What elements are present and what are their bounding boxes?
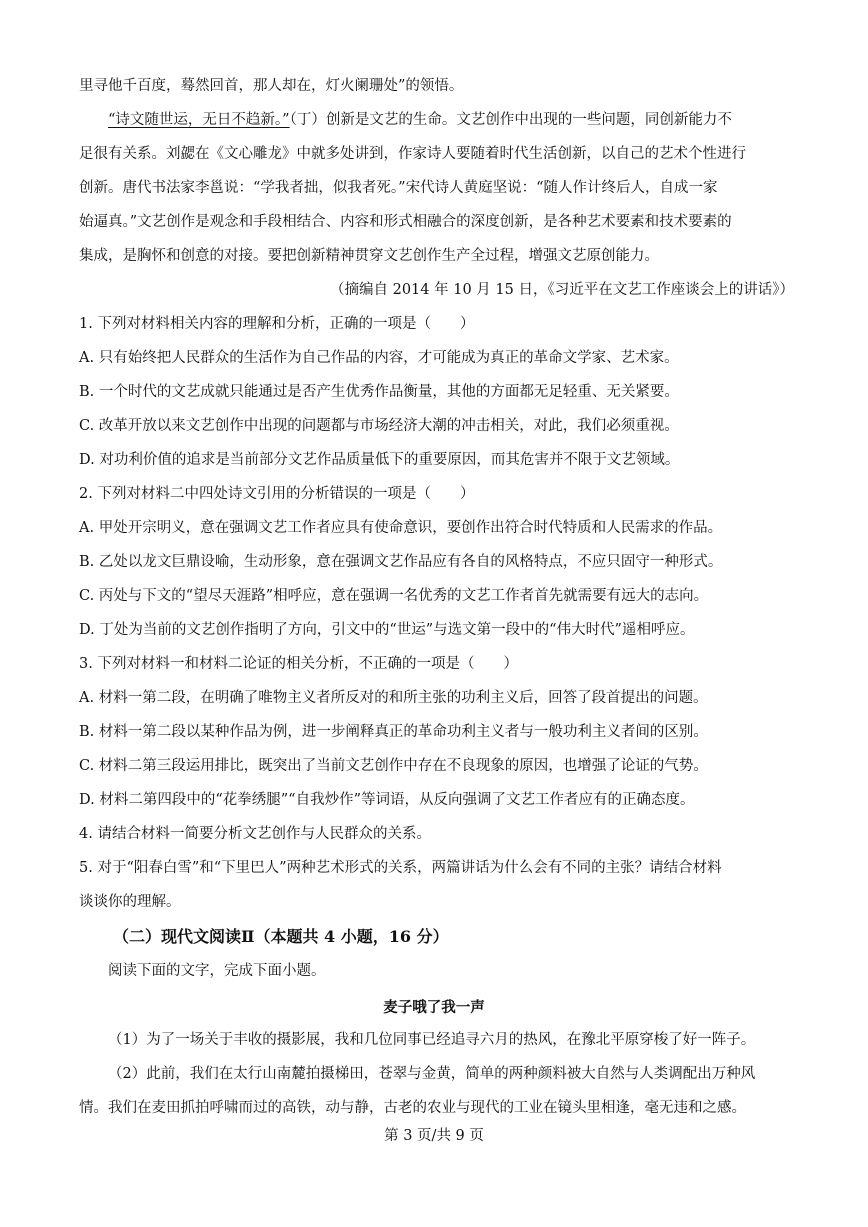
question-3-stem: 3. 下列对材料一和材料二论证的相关分析，不正确的一项是（ ）	[79, 656, 518, 672]
question-3-option-d: D. 材料二第四段中的“花拳绣腿”“自我炒作”等词语，从反向强调了文艺工作者应有的正确态度。	[79, 792, 695, 808]
question-2-option-d: D. 丁处为当前的文艺创作指明了方向，引文中的“世运”与选文第一段中的“伟大时代”遥相呼应。	[79, 622, 695, 638]
question-5-stem-continued: 谈谈你的理解。	[79, 894, 181, 910]
passage-paragraph-d-first-line	[108, 110, 732, 130]
question-1-option-b: B. 一个时代的文艺成就只能通过是否产生优秀作品衡量，其他的方面都无足轻重、无关紧要。	[79, 384, 679, 400]
question-4-stem: 4. 请结合材料一简要分析文艺创作与人民群众的关系。	[79, 826, 431, 842]
page-number: 第 3 页/共 9 页	[384, 1128, 484, 1144]
article-paragraph-2: （2）此前，我们在太行山南麓拍摄梯田，苍翠与金黄，简单的两种颜料被大自然与人类调配出万种风	[108, 1066, 756, 1082]
article-paragraph-1: （1）为了一场关于丰收的摄影展，我和几位同事已经追寻六月的热风，在豫北平原穿梭了好一阵子。	[108, 1032, 756, 1048]
question-2-option-a: A. 甲处开宗明义，意在强调文艺工作者应具有使命意识，要创作出符合时代特质和人民需求的作品。	[79, 520, 723, 536]
article-paragraph-2-continued: 情。我们在麦田抓拍呼啸而过的高铁，动与静，古老的农业与现代的工业在镜头里相逢，毫无违和之感。	[79, 1100, 746, 1116]
article-title: 麦子哦了我一声	[383, 999, 485, 1016]
question-2-option-c: C. 丙处与下文的“望尽天涯路”相呼应，意在强调一名优秀的文艺工作者首先就需要有远大的志向。	[79, 588, 709, 604]
passage-line: 里寻他千百度，蓦然回首，那人却在，灯火阑珊处”的领悟。	[79, 78, 464, 94]
passage-line: 集成，是胸怀和创意的对接。要把创新精神贯穿文艺创作生产全过程，增强文艺原创能力。	[79, 248, 659, 264]
passage-source-citation: （摘编自 2014 年 10 月 15 日，《习近平在文艺工作座谈会上的讲话》）	[330, 282, 794, 298]
passage-line: 始逼真。”文艺创作是观念和手段相结合、内容和形式相融合的深度创新，是各种艺术要素和技术要素的	[79, 214, 732, 230]
question-2-option-b: B. 乙处以龙文巨鼎设喻，生动形象，意在强调文艺作品应有各自的风格特点，不应只固守一种形式。	[79, 554, 723, 570]
section-heading: （二）现代文阅读Ⅱ（本题共 4 小题，16 分）	[113, 927, 449, 946]
passage-line: 足很有关系。刘勰在《文心雕龙》中就多处讲到，作家诗人要随着时代生活创新，以自己的艺术个性进行	[79, 146, 746, 162]
question-3-option-c: C. 材料二第三段运用排比，既突出了当前文艺创作中存在不良现象的原因，也增强了论证的气势。	[79, 758, 708, 774]
question-1-option-c: C. 改革开放以来文艺创作中出现的问题都与市场经济大潮的冲击相关，对此，我们必须重视。	[79, 418, 679, 434]
poem-quote-ding: “诗文随世运，无日不趋新。”	[108, 112, 290, 128]
passage-text: （丁）创新是文艺的生命。文艺创作中出现的一些问题，同创新能力不	[289, 112, 732, 128]
question-1-option-a: A. 只有始终把人民群众的生活作为自己作品的内容，才可能成为真正的革命文学家、艺术家。	[79, 350, 679, 366]
section-instruction: 阅读下面的文字，完成下面小题。	[108, 963, 326, 979]
question-2-stem: 2. 下列对材料二中四处诗文引用的分析错误的一项是（ ）	[79, 486, 475, 502]
question-1-stem: 1. 下列对材料相关内容的理解和分析，正确的一项是（ ）	[79, 316, 475, 332]
question-3-option-b: B. 材料一第二段以某种作品为例，进一步阐释真正的革命功利主义者与一般功利主义者间的区别。	[79, 724, 708, 740]
question-5-stem: 5. 对于“阳春白雪”和“下里巴人”两种艺术形式的关系，两篇讲话为什么会有不同的主张？请结合材料	[79, 860, 722, 876]
question-3-option-a: A. 材料一第二段，在明确了唯物主义者所反对的和所主张的功利主义后，回答了段首提出的问题。	[79, 690, 708, 706]
question-1-option-d: D. 对功利价值的追求是当前部分文艺作品质量低下的重要原因，而其危害并不限于文艺领域。	[79, 452, 680, 468]
passage-line: 创新。唐代书法家李邕说：“学我者拙，似我者死。”宋代诗人黄庭坚说：“随人作计终后人，自成一家	[79, 180, 718, 196]
